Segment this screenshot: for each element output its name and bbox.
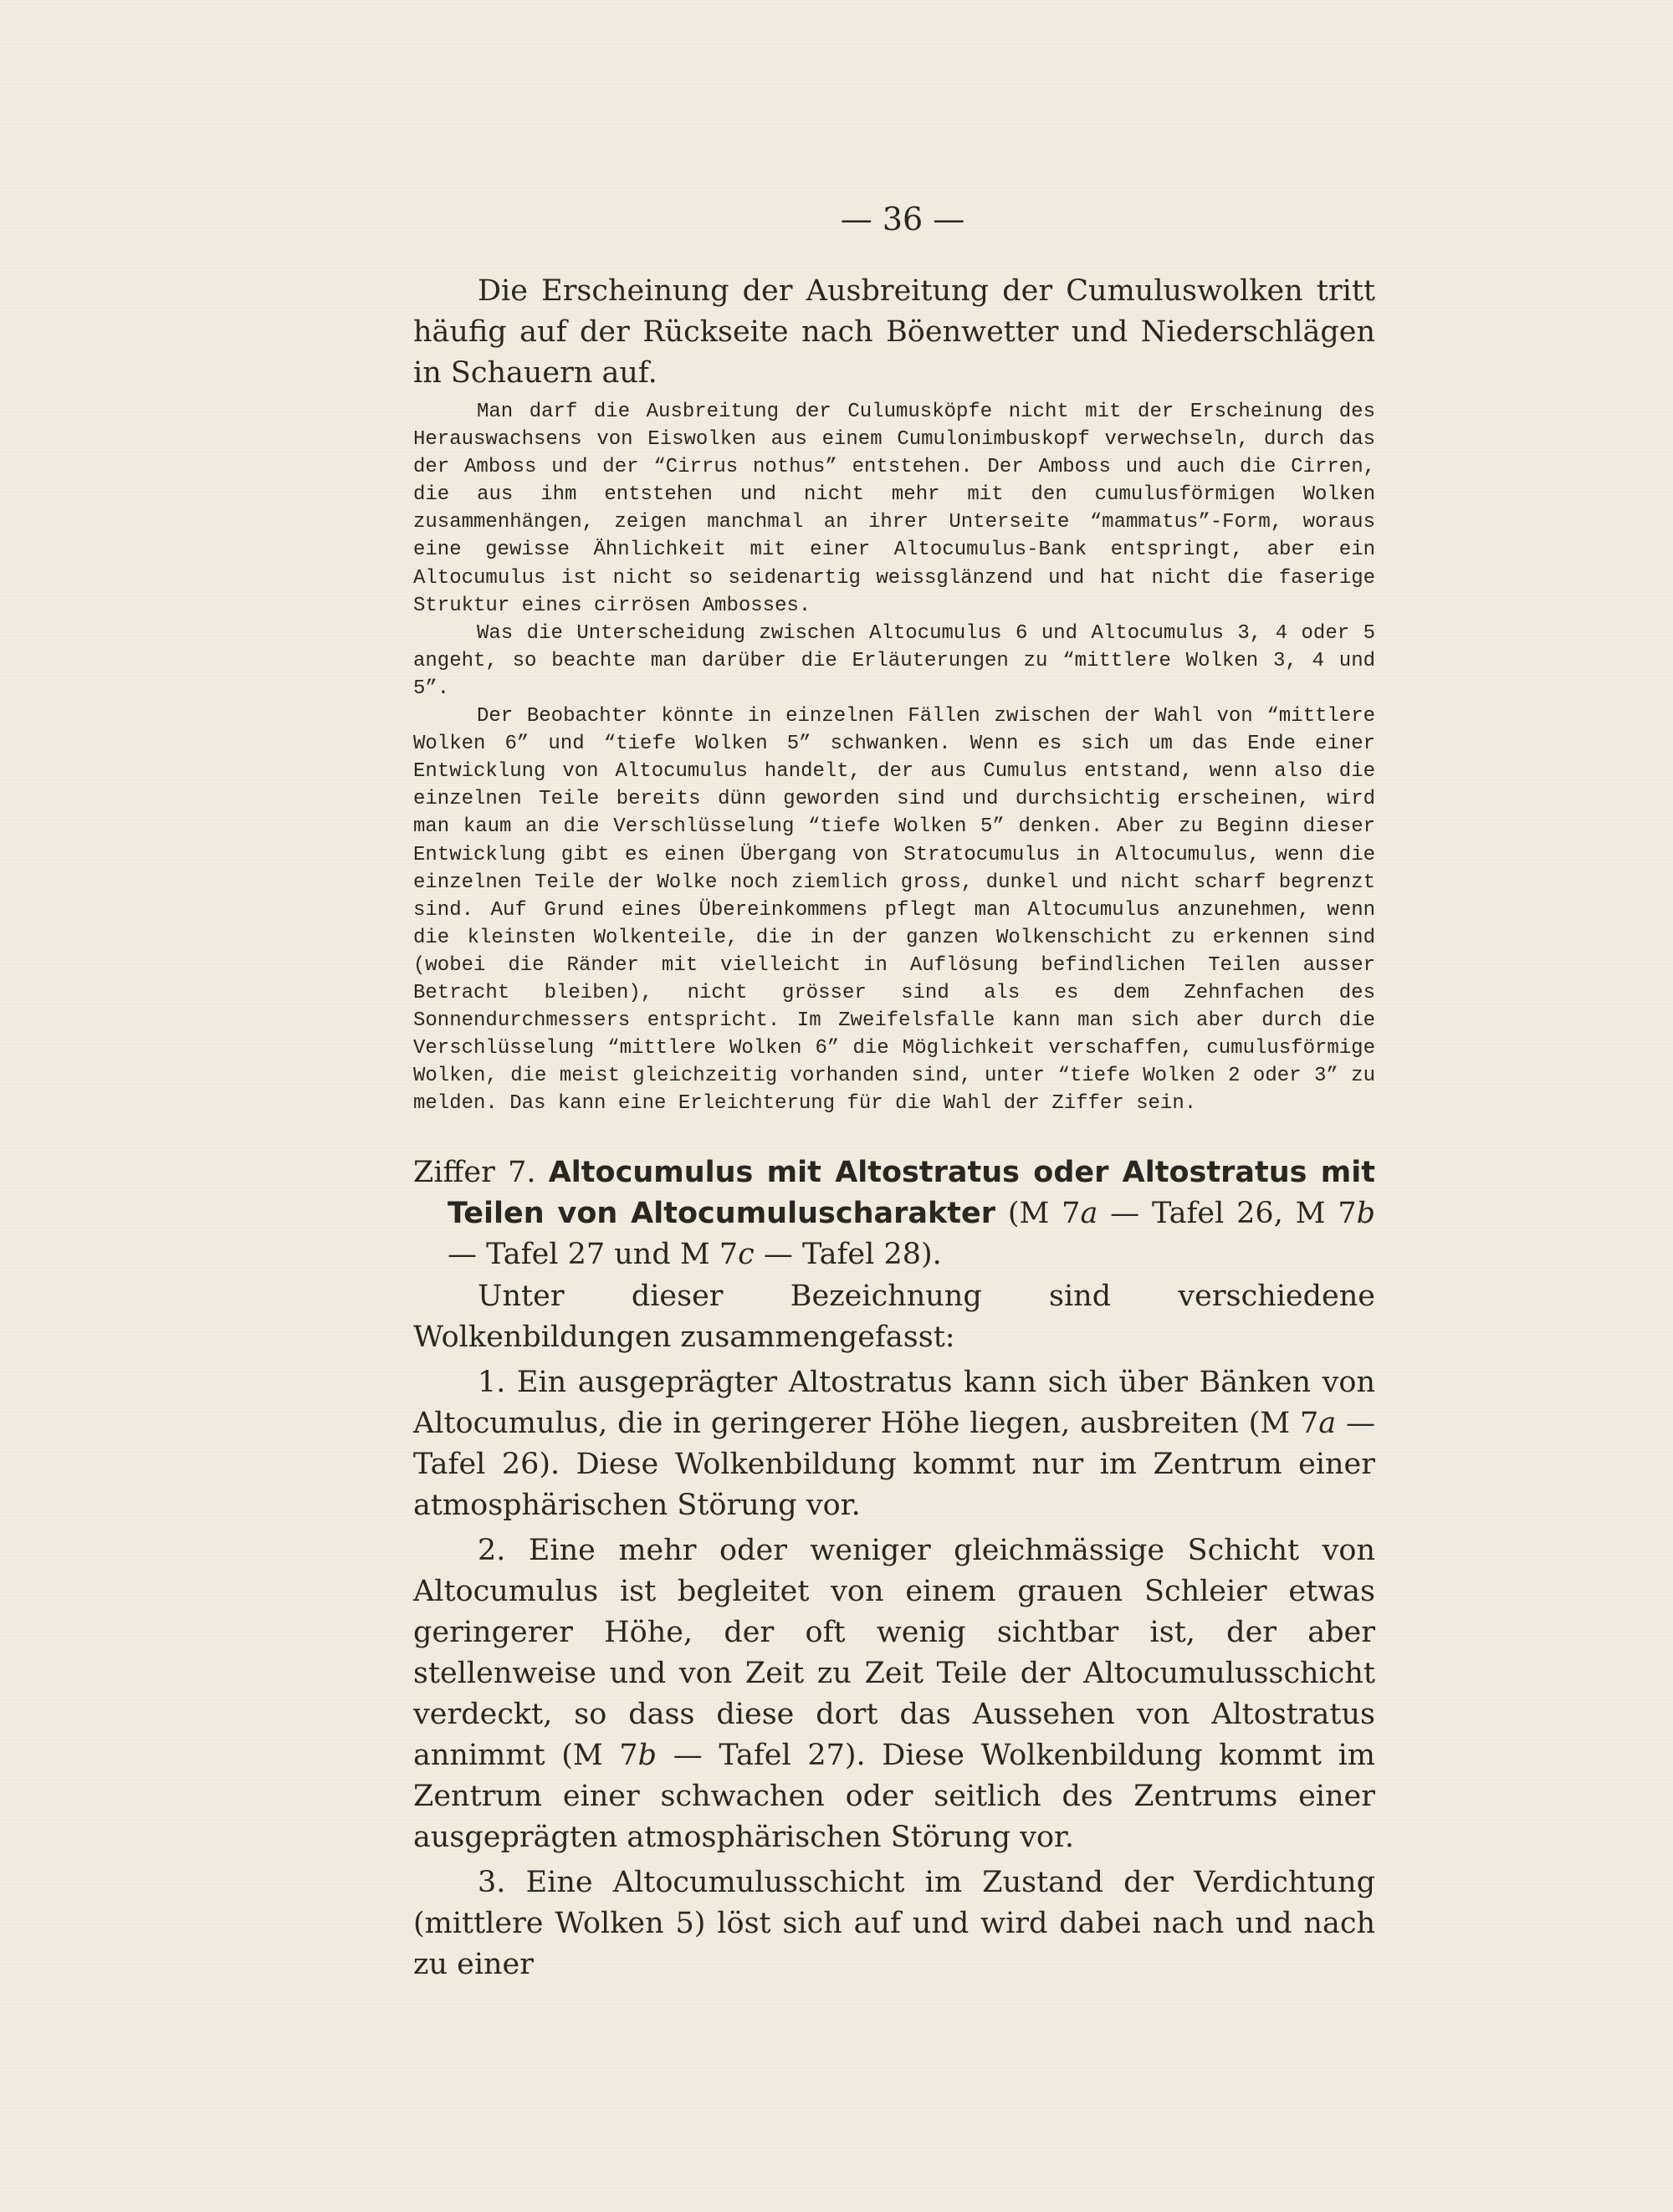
item1-end: — Tafel 26). Diese Wolkenbildung kommt nur im Zentrum einer atmosphärischen Störung vor. xyxy=(413,1407,1375,1523)
page-number: — 36 — xyxy=(840,201,965,238)
item2-end: — Tafel 27). Diese Wolkenbildung kommt im Zentrum einer schwachen oder seitlich des Zentrums einer ausgeprägten atmosphärischen Störung vor. xyxy=(413,1739,1375,1855)
item1-start: 1. Ein ausgeprägter Altostratus kann sich über Bänken von Altocumulus, die in geringerer Höhe liegen, ausbreiten (M 7 xyxy=(413,1366,1375,1441)
item2-start: 2. Eine mehr oder weniger gleichmässige Schicht von Altocumulus ist begleitet von einem grauen Schleier etwas geringerer Höhe, der oft wenig sichtbar ist, der aber stellenweise und von Zeit zu Zeit Teile der Altocumulusschicht verdeckt, so dass diese dort das Aussehen von Altostratus annimmt (M 7 xyxy=(413,1534,1375,1773)
item2-ref: b xyxy=(637,1739,657,1773)
small-paragraph-1: Man darf die Ausbreitung der Culumusköpfe nicht mit der Erscheinung des Herauswachsens von Eiswolken aus einem Cumulonimbuskopf verwechseln, durch das der Amboss und der “Cirrus nothus” entstehen. Der Amboss und auch die Cirren, die aus ihm entstehen und nicht mehr mit den cumulusförmigen Wolken zusammenhängen, zeigen manchmal an ihrer Unterseite “mammatus”-Form, woraus eine gewisse Ähnlichkeit mit einer Altocumulus-Bank entspringt, aber ein Altocumulus ist nicht so seidenartig weissglänzend und hat nicht die faserige Struktur eines cirrösen Ambosses. xyxy=(413,401,1375,617)
small-paragraph-3: Der Beobachter könnte in einzelnen Fällen zwischen der Wahl von “mittlere Wolken 6” und “tiefe Wolken 5” schwanken. Wenn es sich um das Ende einer Entwicklung von Altocumulus handelt, der aus Cumulus entstand, wenn also die einzelnen Teile bereits dünn geworden sind und durchsichtig erscheinen, wird man kaum an die Verschlüsselung “tiefe Wolken 5” denken. Aber zu Beginn dieser Entwicklung gibt es einen Übergang von Stratocumulus in Altocumulus, wenn die einzelnen Teile der Wolke noch ziemlich gross, dunkel und nicht scharf begrenzt sind. Auf Grund eines Übereinkommens pflegt man Altocumulus anzunehmen, wenn die kleinsten Wolkenteile, die in der ganzen Wolkenschicht zu erkennen sind (wobei die Ränder mit vielleicht in Auflösung befindlichen Teilen ausser Betracht bleiben), nicht grösser sind als es dem Zehnfachen des Sonnendurchmessers entspricht. Im Zweifelsfalle kann man sich aber durch die Verschlüsselung “mittlere Wolken 6” die Möglichkeit verschaffen, cumulusförmige Wolken, die meist gleichzeitig vorhanden sind, unter “tiefe Wolken 2 oder 3” zu melden. Das kann eine Erleichterung für die Wahl der Ziffer sein. xyxy=(413,705,1375,1116)
small-paragraph-2: Was die Unterscheidung zwischen Altocumulus 6 und Altocumulus 3, 4 oder 5 angeht, so beachte man darüber die Erläuterungen zu “mittlere Wolken 3, 4 und 5”. xyxy=(413,621,1375,700)
item1-ref: a xyxy=(1318,1407,1337,1441)
section-title: Altocumulus mit Altostratus oder Altostratus mit Teilen von Altocumuluscharakter xyxy=(448,1156,1375,1231)
intro-paragraph: Die Erscheinung der Ausbreitung der Cumuluswolken tritt häufig auf der Rückseite nach Böenwetter und Niederschlägen in Schauern auf. xyxy=(413,274,1375,390)
list-item-3: 3. Eine Altocumulusschicht im Zustand der Verdichtung (mittlere Wolken 5) löst sich auf und wird dabei nach und nach zu einer xyxy=(413,1866,1375,1982)
ref-b: b xyxy=(1356,1197,1375,1231)
refs-close: — Tafel 28). xyxy=(754,1238,942,1272)
list-item-2 xyxy=(413,1530,1375,1858)
refs-open: (M 7 xyxy=(1007,1197,1081,1231)
refs-mid-1: — Tafel 26, M 7 xyxy=(1097,1197,1357,1231)
section-heading xyxy=(413,1152,1375,1275)
section-label: Ziffer 7. xyxy=(413,1156,536,1190)
small-print-block xyxy=(413,398,1375,1117)
ref-a: a xyxy=(1080,1197,1098,1231)
ref-c: c xyxy=(738,1238,755,1272)
list-item-1 xyxy=(413,1362,1375,1526)
section-intro: Unter dieser Bezeichnung sind verschiedene Wolkenbildungen zusammengefasst: xyxy=(413,1280,1375,1355)
refs-mid-2: — Tafel 27 und M 7 xyxy=(448,1238,739,1272)
document-page xyxy=(413,201,1375,1985)
